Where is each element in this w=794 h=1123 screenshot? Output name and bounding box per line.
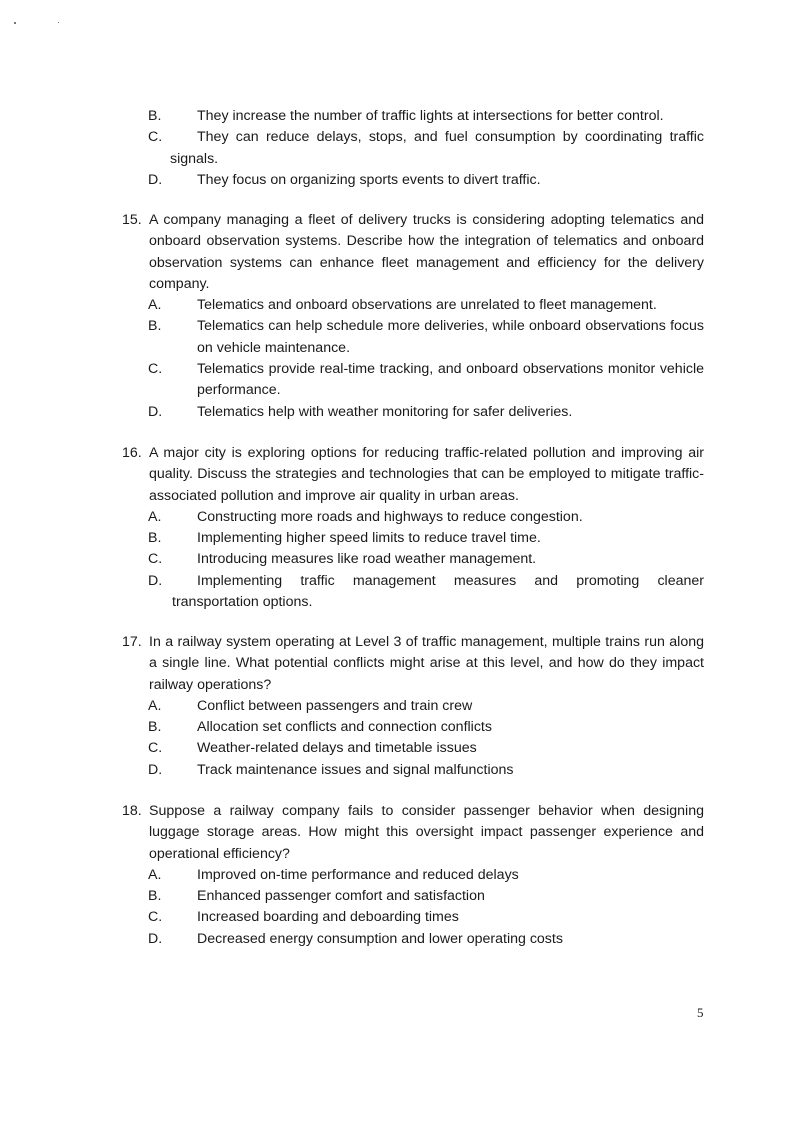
question-17 (122, 632, 704, 781)
option-letter: D. (148, 572, 163, 589)
question-text: A major city is exploring options for reducing traffic-related pollution and improving air quality. Discuss the strategies and technologies that can be employed to mitigate traffic-associated pollution and improve air quality in urban areas. (149, 445, 704, 504)
option-d (122, 402, 704, 423)
option-b (122, 717, 704, 738)
scan-speck (58, 22, 59, 23)
option-text: Decreased energy consumption and lower operating costs (197, 930, 563, 947)
question-number: 16. (122, 445, 142, 461)
option-d (122, 571, 704, 614)
option-b (122, 886, 704, 907)
option-letter: B. (148, 108, 162, 124)
option-text: Telematics help with weather monitoring for safer deliveries. (197, 403, 573, 420)
option-text: Conflict between passengers and train crew (197, 697, 473, 714)
option-c (122, 359, 704, 402)
option-text: Introducing measures like road weather management. (197, 551, 537, 568)
option-letter: B. (148, 530, 162, 547)
option-c (122, 549, 704, 570)
question-text: In a railway system operating at Level 3 of traffic management, multiple trains run along a single line. What potential conflicts might arise at this level, and how do they impact railway operations? (149, 634, 704, 693)
question-number: 18. (122, 803, 142, 819)
option-letter: C. (148, 909, 163, 926)
option-letter: C. (148, 361, 163, 378)
question-stem (122, 443, 704, 507)
option-letter: B. (148, 719, 162, 736)
option-letter: D. (148, 403, 163, 420)
option-letter: D. (148, 930, 163, 947)
question-18 (122, 801, 704, 950)
option-letter: A. (148, 508, 162, 525)
option-letter: D. (148, 761, 163, 778)
option-a (122, 295, 704, 316)
option-text: They focus on organizing sports events to divert traffic. (197, 171, 541, 188)
option-c (122, 127, 704, 170)
question-14-continuation (122, 106, 704, 191)
option-a (122, 865, 704, 886)
option-letter: C. (148, 551, 163, 568)
question-number: 15. (122, 212, 142, 228)
option-letter: A. (148, 297, 162, 314)
question-text: Suppose a railway company fails to consider passenger behavior when designing luggage storage areas. How might this oversight impact passenger experience and operational efficiency? (149, 803, 704, 862)
option-text: Weather-related delays and timetable issues (197, 740, 477, 757)
option-b (122, 106, 704, 127)
question-number: 17. (122, 634, 142, 650)
option-text: Telematics and onboard observations are unrelated to fleet management. (197, 297, 657, 314)
option-text: They can reduce delays, stops, and fuel consumption by coordinating traffic signals. (170, 129, 704, 167)
option-d (122, 929, 704, 950)
option-a (122, 507, 704, 528)
option-b (122, 528, 704, 549)
option-text: They increase the number of traffic lights at intersections for better control. (197, 108, 664, 124)
option-letter: A. (148, 697, 162, 714)
option-c (122, 907, 704, 928)
page-number: 5 (697, 1005, 704, 1020)
option-text: Increased boarding and deboarding times (197, 909, 459, 926)
option-text: Enhanced passenger comfort and satisfaction (197, 888, 485, 905)
question-text: A company managing a fleet of delivery trucks is considering adopting telematics and onboard observation systems. Describe how the integration of telematics and onboard observation systems can enhance fleet management and efficiency for the delivery company. (149, 212, 704, 292)
option-letter: B. (148, 888, 162, 905)
option-letter: A. (148, 866, 162, 883)
option-letter: D. (148, 171, 163, 188)
question-16 (122, 443, 704, 613)
option-a (122, 696, 704, 717)
option-text: Improved on-time performance and reduced delays (197, 866, 519, 883)
option-b (122, 316, 704, 359)
option-text: Telematics can help schedule more deliveries, while onboard observations focus on vehicle maintenance. (197, 318, 704, 356)
option-text: Implementing traffic management measures and promoting cleaner transportation options. (172, 572, 704, 611)
option-letter: B. (148, 318, 162, 335)
option-text: Implementing higher speed limits to reduce travel time. (197, 530, 541, 547)
question-stem (122, 210, 704, 295)
question-stem (122, 632, 704, 696)
option-c (122, 738, 704, 759)
option-d (122, 760, 704, 781)
option-letter: C. (148, 740, 163, 757)
option-text: Track maintenance issues and signal malfunctions (197, 761, 514, 778)
option-text: Allocation set conflicts and connection conflicts (197, 719, 492, 736)
option-letter: C. (148, 129, 163, 146)
option-text: Telematics provide real-time tracking, and onboard observations monitor vehicle performance. (197, 361, 704, 399)
option-text: Constructing more roads and highways to reduce congestion. (197, 508, 583, 525)
question-stem (122, 801, 704, 865)
scan-speck (14, 22, 16, 24)
question-15 (122, 210, 704, 423)
option-d (122, 170, 704, 191)
